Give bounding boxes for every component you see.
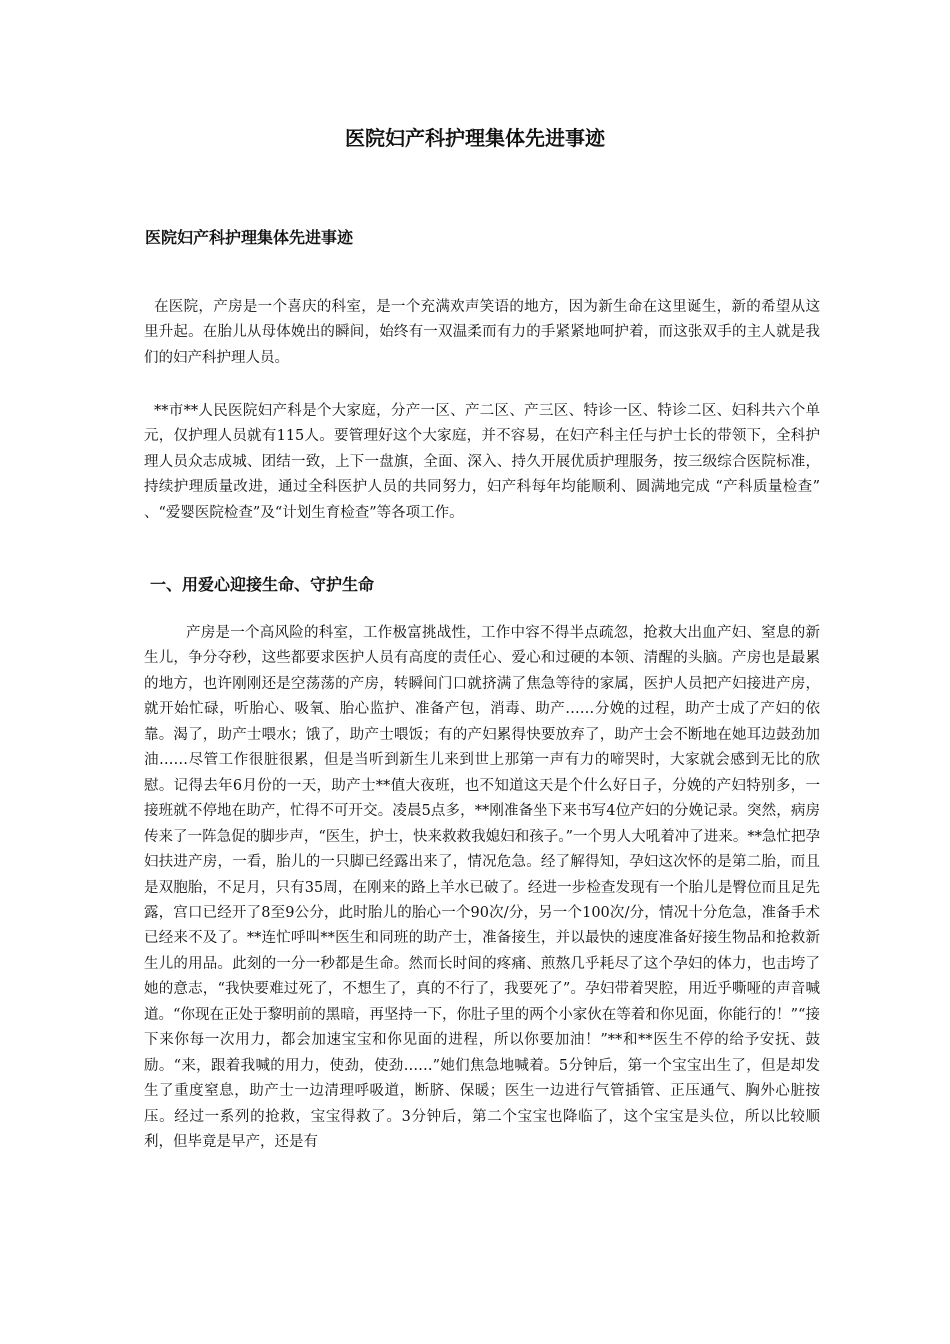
intro-paragraph: 在医院，产房是一个喜庆的科室，是一个充满欢声笑语的地方，因为新生命在这里诞生，新的希望从这里升起。在胎儿从母体娩出的瞬间，始终有一双温柔而有力的手紧紧地呵护着，而这张双手的主人就是我们的妇产科护理人员。 xyxy=(144,299,820,366)
document-subtitle: 医院妇产科护理集体先进事迹 xyxy=(145,228,354,247)
section-body-paragraph: 产房是一个高风险的科室，工作极富挑战性，工作中容不得半点疏忽，抢救大出血产妇、窒息的新生儿，争分夺秒，这些都要求医护人员有高度的责任心、爱心和过硬的本领、清醒的头脑。产房也是最累的地方，也许刚刚还是空荡荡的产房，转瞬间门口就挤满了焦急等待的家属，医护人员把产妇接进产房，就开始忙碌，听胎心、吸氧、胎心监护、准备产包，消毒、助产……分娩的过程，助产士成了产妇的依靠。渴了，助产士喂水；饿了，助产士喂饭；有的产妇累得快要放弃了，助产士会不断地在她耳边鼓劲加油……尽管工作很脏很累，但是当听到新生儿来到世上那第一声有力的啼哭时，大家就会感到无比的欣慰。记得去年6月份的一天，助产士**值大夜班，也不知道这天是个什么好日子，分娩的产妇特别多，一接班就不停地在助产，忙得不可开交。凌晨5点多，**刚准备坐下来书写4位产妇的分娩记录。突然，病房传来了一阵急促的脚步声，“医生，护士，快来救救我媳妇和孩子。”一个男人大吼着冲了进来。**急忙把孕妇扶进产房，一看，胎儿的一只脚已经露出来了，情况危急。经了解得知，孕妇这次怀的是第二胎，而且是双胞胎，不足月，只有35周，在刚来的路上羊水已破了。经进一步检查发现有一个胎儿是臀位而且足先露，宫口已经开了8至9公分，此时胎儿的胎心一个90次/分，另一个100次/分，情况十分危急，准备手术已经来不及了。**连忙呼叫**医生和同班的助产士，准备接生，并以最快的速度准备好接生物品和抢救新生儿的用品。此刻的一分一秒都是生命。然而长时间的疼痛、煎熬几乎耗尽了这个孕妇的体力，也击垮了她的意志，“我快要难过死了，不想生了，真的不行了，我要死了”。孕妇带着哭腔，用近乎嘶哑的声音喊道。“你现在正处于黎明前的黑暗，再坚持一下，你肚子里的两个小家伙在等着和你见面，你能行的！”“接下来你每一次用力，都会加速宝宝和你见面的进程，所以你要加油！”**和**医生不停的给予安抚、鼓励。“来，跟着我喊的用力，使劲，使劲……”她们焦急地喊着。5分钟后，第一个宝宝出生了，但是却发生了重度窒息，助产士一边清理呼吸道，断脐、保暖；医生一边进行气管插管、正压通气、胸外心脏按压。经过一系列的抢救，宝宝得救了。3分钟后，第二个宝宝也降临了，这个宝宝是头位，所以比较顺利，但毕竟是早产，还是有 xyxy=(144,625,821,1151)
section-heading: 一、用爱心迎接生命、守护生命 xyxy=(150,575,375,594)
document-title: 医院妇产科护理集体先进事迹 xyxy=(345,126,605,150)
department-paragraph: **市**人民医院妇产科是个大家庭，分产一区、产二区、产三区、特诊一区、特诊二区、妇科共六个单元，仅护理人员就有115人。要管理好这个大家庭，并不容易，在妇产科主任与护士长的带领下，全科护理人员众志成城、团结一致，上下一盘旗，全面、深入、持久开展优质护理服务，按三级综合医院标准，持续护理质量改进，通过全科医护人员的共同努力，妇产科每年均能顺利、圆满地完成 “产科质量检查” 、“爱婴医院检查”及“计划生育检查”等各项工作。 xyxy=(144,403,820,521)
